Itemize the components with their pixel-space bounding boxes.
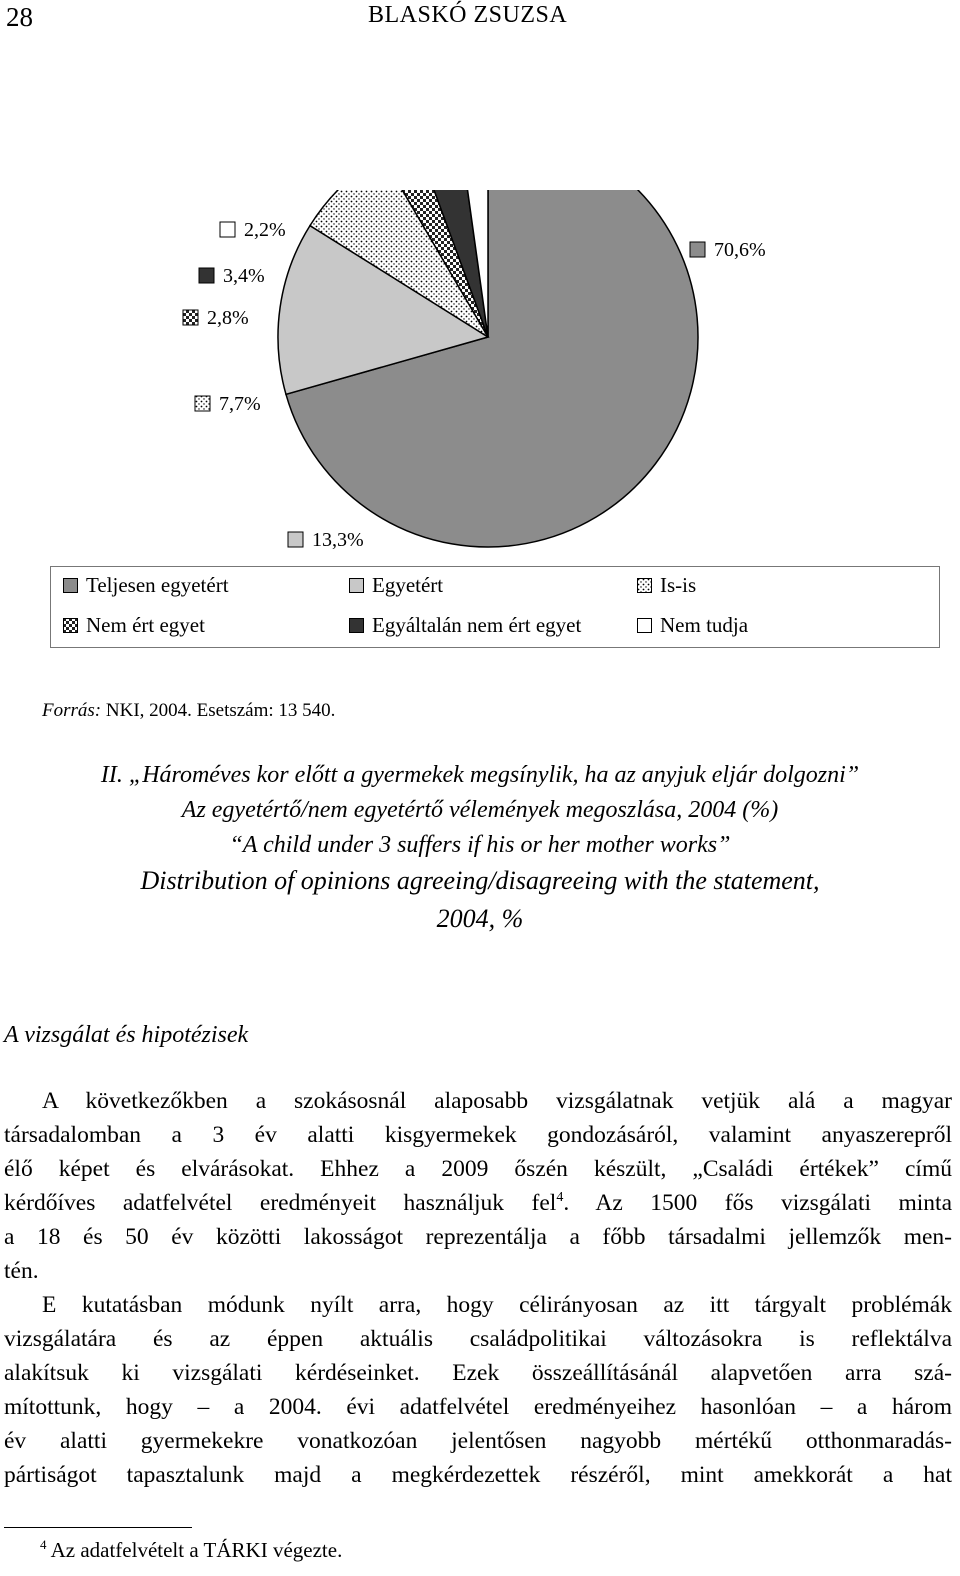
legend-swatch bbox=[63, 618, 78, 633]
legend-label: Egyetért bbox=[372, 573, 444, 597]
page-number: 28 bbox=[6, 2, 33, 32]
legend-swatch bbox=[637, 578, 652, 593]
legend-label: Nem tudja bbox=[660, 613, 749, 637]
text-line: pártiságot tapasztalunk majd a megkérdezettek részéről, mint amekkorát a hat bbox=[4, 1462, 952, 1488]
figure-caption-subtitle-hu: Az egyetértő/nem egyetértő vélemények megoszlása, 2004 (%) bbox=[181, 797, 779, 823]
data-label: 7,7% bbox=[219, 393, 261, 415]
figure-caption-subtitle-en: Distribution of opinions agreeing/disagreeing with the statement, bbox=[140, 866, 820, 895]
pie-chart bbox=[0, 190, 960, 560]
data-label: 13,3% bbox=[312, 529, 364, 551]
text-line: vizsgálatára és az éppen aktuális családpolitikai változásokra is reflektálva bbox=[4, 1326, 952, 1352]
text-line: alakítsuk ki vizsgálati kérdéseinket. Ezek összeállításánál alapvetően arra szá- bbox=[4, 1360, 952, 1386]
data-label-swatch bbox=[220, 222, 235, 237]
text-line: A következőkben a szokásosnál alaposabb vizsgálatnak vetjük alá a magyar bbox=[42, 1088, 952, 1114]
data-label: 70,6% bbox=[714, 239, 766, 261]
text-fragment: . Az 1500 fős vizsgálati minta bbox=[563, 1190, 952, 1216]
text-line: E kutatásban módunk nyílt arra, hogy célirányosan az itt tárgyalt problémák bbox=[42, 1292, 952, 1318]
footnote bbox=[40, 1538, 342, 1563]
legend-swatch bbox=[349, 578, 364, 593]
text-line: társadalomban a 3 év alatti kisgyermekek gondozásáról, valamint anyaszerepről bbox=[4, 1122, 952, 1148]
data-label-swatch bbox=[690, 242, 705, 257]
legend-item-egyetert bbox=[349, 573, 443, 598]
legend-label: Is-is bbox=[660, 573, 697, 597]
data-label: 2,8% bbox=[207, 307, 249, 329]
footnote-rule bbox=[4, 1527, 192, 1528]
data-label-swatch bbox=[199, 268, 214, 283]
data-label-swatch bbox=[183, 310, 198, 325]
section-heading: A vizsgálat és hipotézisek bbox=[4, 1022, 249, 1048]
text-line: élő képet és elvárásokat. Ehhez a 2009 őszén készült, „Családi értékek” című bbox=[4, 1156, 952, 1182]
legend-item-egyaltalan-nem-ert-egyet bbox=[349, 613, 581, 638]
legend-swatch bbox=[349, 618, 364, 633]
figure-caption-subtitle-en-cont: 2004, % bbox=[436, 904, 524, 933]
legend-label: Teljesen egyetért bbox=[86, 573, 229, 597]
source-text: NKI, 2004. Esetszám: 13 540. bbox=[101, 700, 336, 721]
footnote-ref: 4 bbox=[556, 1190, 564, 1206]
data-label: 2,2% bbox=[244, 219, 286, 241]
figure-caption-title-hu: II. „Hároméves kor előtt a gyermekek megsínylik, ha az anyjuk eljár dolgozni” bbox=[100, 762, 860, 788]
text-line: a 18 és 50 év közötti lakosságot reprezentálja a főbb társadalmi jellemzők men- bbox=[4, 1224, 952, 1250]
text-line: mítottunk, hogy – a 2004. évi adatfelvétel eredményeihez hasonlóan – a három bbox=[4, 1394, 952, 1420]
legend-item-teljesen-egyetert bbox=[63, 573, 229, 598]
legend-label: Egyáltalán nem ért egyet bbox=[372, 613, 582, 637]
legend-swatch bbox=[63, 578, 78, 593]
data-label-swatch bbox=[288, 532, 303, 547]
legend-item-nem-ert-egyet bbox=[63, 613, 205, 638]
text-line bbox=[4, 1190, 952, 1217]
running-head: BLASKÓ ZSUZSA bbox=[368, 2, 568, 28]
text-line: tén. bbox=[4, 1258, 39, 1284]
source-label: Forrás: bbox=[42, 700, 102, 721]
legend-label: Nem ért egyet bbox=[86, 613, 205, 637]
text-line: év alatti gyermekekre vonatkozóan jelentősen nagyobb mértékű otthonmaradás- bbox=[4, 1428, 952, 1454]
chart-legend bbox=[50, 566, 940, 648]
data-label-swatch bbox=[195, 396, 210, 411]
legend-item-is-is bbox=[637, 573, 696, 598]
chart-source bbox=[42, 700, 335, 722]
legend-swatch bbox=[637, 618, 652, 633]
footnote-text: Az adatfelvételt a TÁRKI végezte. bbox=[46, 1538, 343, 1562]
legend-item-nem-tudja bbox=[637, 613, 748, 638]
footnote-marker: 4 bbox=[40, 1537, 47, 1552]
data-label: 3,4% bbox=[223, 265, 265, 287]
text-fragment: kérdőíves adatfelvétel eredményeit használjuk fel bbox=[4, 1190, 557, 1216]
figure-caption-title-en: “A child under 3 suffers if his or her mother works” bbox=[229, 832, 731, 858]
